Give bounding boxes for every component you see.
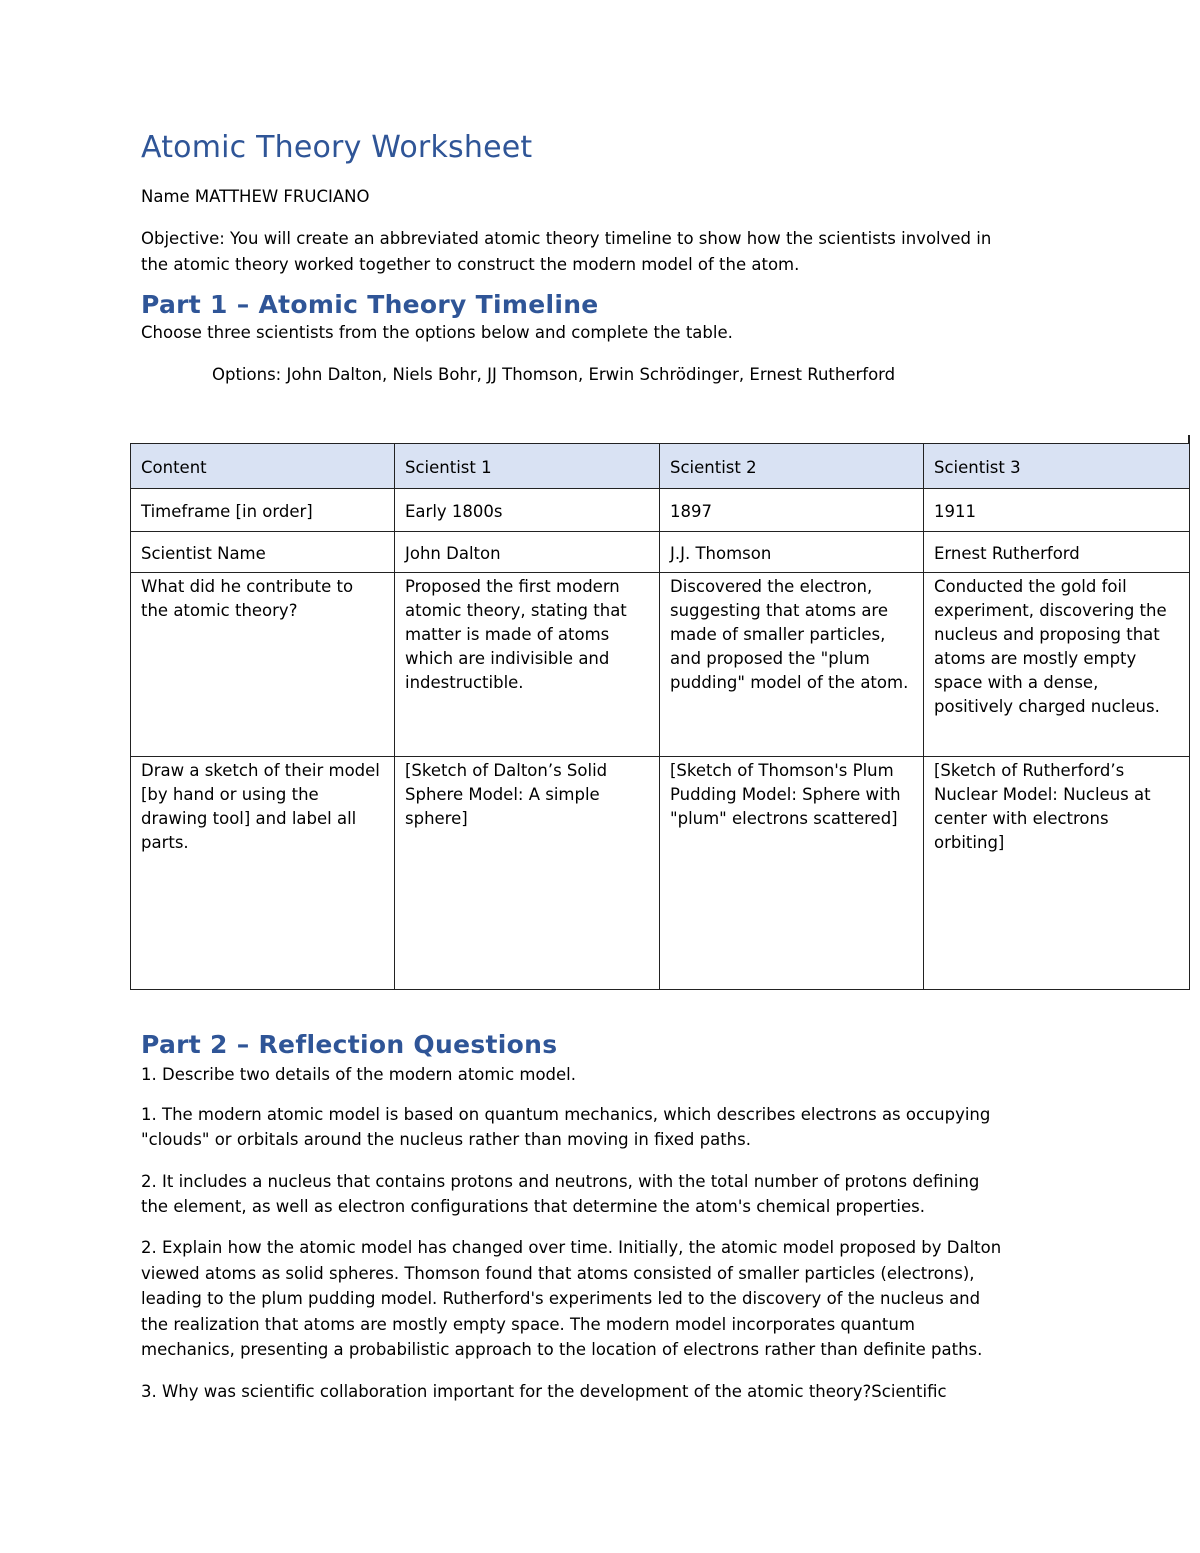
question-2-line-2: viewed atoms as solid spheres. Thomson found that atoms consisted of smaller particles (electrons), (141, 1264, 975, 1283)
part1-instructions: Choose three scientists from the options below and complete the table. (141, 323, 733, 342)
question-2-line-3: leading to the plum pudding model. Rutherford's experiments led to the discovery of the nucleus and (141, 1289, 981, 1308)
table-row-sketch (131, 757, 1190, 990)
table-header-row (131, 444, 1190, 489)
answer-2-line-1: 2. It includes a nucleus that contains protons and neutrons, with the total number of protons defining (141, 1172, 980, 1191)
table-cell: What did he contribute to the atomic theory? (131, 573, 395, 757)
objective-line-1: Objective: You will create an abbreviated atomic theory timeline to show how the scientists involved in (141, 229, 992, 248)
answer-1-line-1: 1. The modern atomic model is based on quantum mechanics, which describes electrons as occupying (141, 1105, 991, 1124)
table-cell: Proposed the first modern atomic theory, stating that matter is made of atoms which are indivisible and indestructible. (395, 573, 660, 757)
question-2-line-4: the realization that atoms are mostly empty space. The modern model incorporates quantum (141, 1315, 915, 1334)
table-cell: Timeframe [in order] (131, 489, 395, 532)
name-line: Name MATTHEW FRUCIANO (141, 187, 370, 206)
table-row-scientist-name (131, 532, 1190, 573)
header-cell-scientist-2: Scientist 2 (660, 444, 924, 489)
table-cell: [Sketch of Rutherford’s Nuclear Model: Nucleus at center with electrons orbiting] (924, 757, 1190, 990)
table-cell: 1911 (924, 489, 1190, 532)
table-cell: Scientist Name (131, 532, 395, 573)
header-cell-scientist-3: Scientist 3 (924, 444, 1190, 489)
question-2-line-5: mechanics, presenting a probabilistic approach to the location of electrons rather than definite paths. (141, 1340, 983, 1359)
table-cell: John Dalton (395, 532, 660, 573)
table-row-timeframe (131, 489, 1190, 532)
timeline-table (130, 443, 1190, 990)
table-cell: [Sketch of Dalton’s Solid Sphere Model: A simple sphere] (395, 757, 660, 990)
answer-2-line-2: the element, as well as electron configurations that determine the atom's chemical properties. (141, 1197, 925, 1216)
table-cell: Ernest Rutherford (924, 532, 1190, 573)
answer-1-line-2: "clouds" or orbitals around the nucleus rather than moving in fixed paths. (141, 1130, 751, 1149)
table-row-contribution (131, 573, 1190, 757)
question-3-line-1: 3. Why was scientific collaboration important for the development of the atomic theory?Scientific (141, 1382, 947, 1401)
document-title: Atomic Theory Worksheet (141, 130, 533, 165)
scientist-options: Options: John Dalton, Niels Bohr, JJ Thomson, Erwin Schrödinger, Ernest Rutherford (212, 365, 896, 384)
header-cell-content: Content (131, 444, 395, 489)
question-1: 1. Describe two details of the modern atomic model. (141, 1065, 577, 1084)
part1-heading: Part 1 – Atomic Theory Timeline (141, 290, 599, 319)
table-cell: Conducted the gold foil experiment, discovering the nucleus and proposing that atoms are mostly empty space with a dense, positively charged nucleus. (924, 573, 1190, 757)
header-cell-scientist-1: Scientist 1 (395, 444, 660, 489)
part2-heading: Part 2 – Reflection Questions (141, 1030, 558, 1059)
table-cell: J.J. Thomson (660, 532, 924, 573)
question-2-line-1: 2. Explain how the atomic model has changed over time. Initially, the atomic model proposed by Dalton (141, 1238, 1002, 1257)
objective-line-2: the atomic theory worked together to construct the modern model of the atom. (141, 255, 800, 274)
table-cell: Discovered the electron, suggesting that atoms are made of smaller particles, and proposed the "plum pudding" model of the atom. (660, 573, 924, 757)
table-cell: 1897 (660, 489, 924, 532)
table-cell: Early 1800s (395, 489, 660, 532)
table-cell: Draw a sketch of their model [by hand or using the drawing tool] and label all parts. (131, 757, 395, 990)
table-cell: [Sketch of Thomson's Plum Pudding Model: Sphere with "plum" electrons scattered] (660, 757, 924, 990)
